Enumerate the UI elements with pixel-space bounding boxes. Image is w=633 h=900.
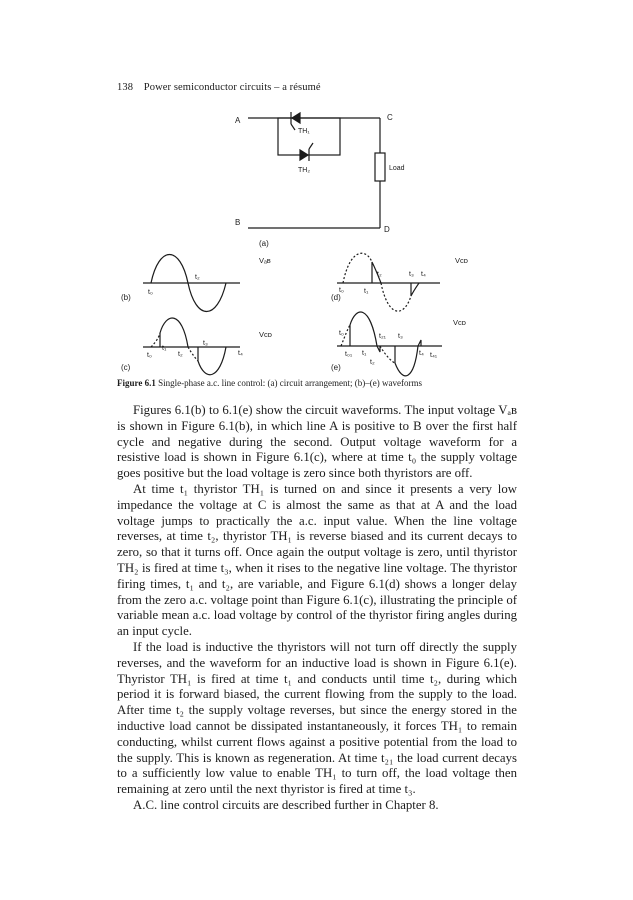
t2-label-e: t₂ (370, 359, 375, 366)
t0-label-c: t₀ (147, 352, 152, 359)
t0-label-e: t₀ (339, 330, 344, 337)
t2-label-c: t₂ (178, 351, 183, 358)
paragraph: At time t₁ thyristor TH₁ is turned on and since it presents a very low impedance the voltage at C is almost the same as that at A and the load voltage jumps to practically the a.c. input value. When the line voltage reverses, at time t₂, thyristor TH₁ is reverse biased and its current decays to zero, so that it turns off. Once again the output voltage is zero, until thyristor TH₂ is fired at time t₃, when it rises to the negative line voltage. The thyristor firing times, t₁ and t₂, are variable, and Figure 6.1(d) shows a longer delay from the zero a.c. voltage point than Figure 6.1(c), illustrating the principle of variable mean a.c. load voltage by control of the thyristor firing angles during an input cycle. (117, 481, 517, 639)
trace-e-blocked-neg (380, 346, 395, 363)
trace-c-blocked-neg (188, 347, 198, 361)
paragraph: A.C. line control circuits are described further in Chapter 8. (133, 797, 439, 812)
running-title: Power semiconductor circuits – a résumé (143, 82, 321, 93)
trace-d-blocked-neg (381, 283, 411, 311)
waveform-b (143, 255, 240, 312)
caption-text: Single-phase a.c. line control: (a) circuit arrangement; (b)–(e) waveforms (158, 378, 422, 388)
t3-label-d: t₃ (409, 271, 414, 278)
body-text (117, 403, 517, 814)
t0-label-b: t₀ (148, 289, 153, 296)
t01-label-e: t₀₁ (345, 351, 353, 358)
t1-label-e: t₁ (362, 350, 367, 357)
node-d-label: D (384, 225, 390, 234)
t3-label-e: t₃ (398, 333, 403, 340)
trace-c-pos (160, 318, 188, 347)
t1-label-c: t₁ (162, 345, 167, 352)
node-c-label: C (387, 113, 393, 122)
t0-label-d: t₀ (339, 287, 344, 294)
t3-label-c: t₃ (203, 340, 208, 347)
th2-gate (309, 143, 313, 149)
figure-number: Figure 6.1 (117, 378, 156, 388)
t4-label-c: t₄ (238, 350, 243, 357)
node-b-label: B (235, 218, 241, 227)
vab-label-b: Vₐʙ (259, 256, 271, 265)
t2-label-b: t₂ (195, 274, 200, 281)
panel-b-label: (b) (121, 293, 131, 302)
trace-e-neg (395, 340, 421, 376)
t21-label-e: t₂₁ (379, 333, 387, 340)
paragraph: If the load is inductive the thyristors will not turn off directly the supply reverses, and the waveform for an inductive load is shown in Figure 6.1(e). Thyristor TH₁ is fired at time t₁ and conducts until time t₂, during which period it is forward biased, the current flowing from the supply to the load. After time t₂ the supply voltage reverses, but since the energy stored in the inductive load cannot be dissipated instantaneously, it forces TH₁ to remain conducting, whilst current flows against a positive potential from the load to the supply. This is known as regeneration. At time t₂₁ the load current decays to a sufficiently low value to enable TH₁ to turn off, the load voltage then remaining at zero until the next thyristor is fired at time t₃. (117, 639, 517, 797)
figure-6-1 (0, 0, 633, 380)
panel-a-label: (a) (259, 239, 269, 248)
th2-symbol (300, 150, 308, 160)
load-label: Load (389, 165, 405, 172)
th1-symbol (292, 113, 300, 123)
waveform-e (337, 312, 442, 376)
trace-d-blocked-pos (343, 253, 372, 283)
circuit-diagram (248, 112, 385, 228)
trace-c-neg (198, 347, 226, 375)
th1-gate (291, 124, 295, 130)
waveform-d (337, 253, 440, 311)
t1-label-d: t₁ (364, 288, 369, 295)
trace-d-neg (411, 283, 419, 296)
t4-label-d: t₄ (421, 271, 426, 278)
t2-label-d: t₂ (377, 271, 382, 278)
vcd-label-e: Vᴄᴅ (453, 318, 466, 327)
panel-e-label: (e) (331, 363, 341, 372)
figure-caption (117, 378, 517, 388)
paragraph: Figures 6.1(b) to 6.1(e) show the circuit waveforms. The input voltage Vₐʙ is shown in Figure 6.1(b), in which line A is positive to B over the first half cycle and negative during the second. Output voltage waveform for a resistive load is shown in Figure 6.1(c), where at time t₀ the supply voltage goes positive but the load voltage is zero since both thyristors are off. (117, 403, 517, 481)
th2-label: TH₂ (298, 167, 311, 174)
trace-c-blocked-pos (151, 333, 160, 347)
t41-label-e: t₄₁ (430, 352, 438, 359)
panel-c-label: (c) (121, 363, 131, 372)
waveform-c (143, 318, 240, 375)
load-resistor (375, 153, 385, 181)
th1-label: TH₁ (298, 128, 310, 135)
t4-label-e: t₄ (419, 350, 424, 357)
panel-d-label: (d) (331, 293, 341, 302)
vcd-label-d: Vᴄᴅ (455, 256, 468, 265)
node-a-label: A (235, 116, 241, 125)
vcd-label-c: Vᴄᴅ (259, 330, 272, 339)
page-number: 138 (117, 82, 134, 93)
